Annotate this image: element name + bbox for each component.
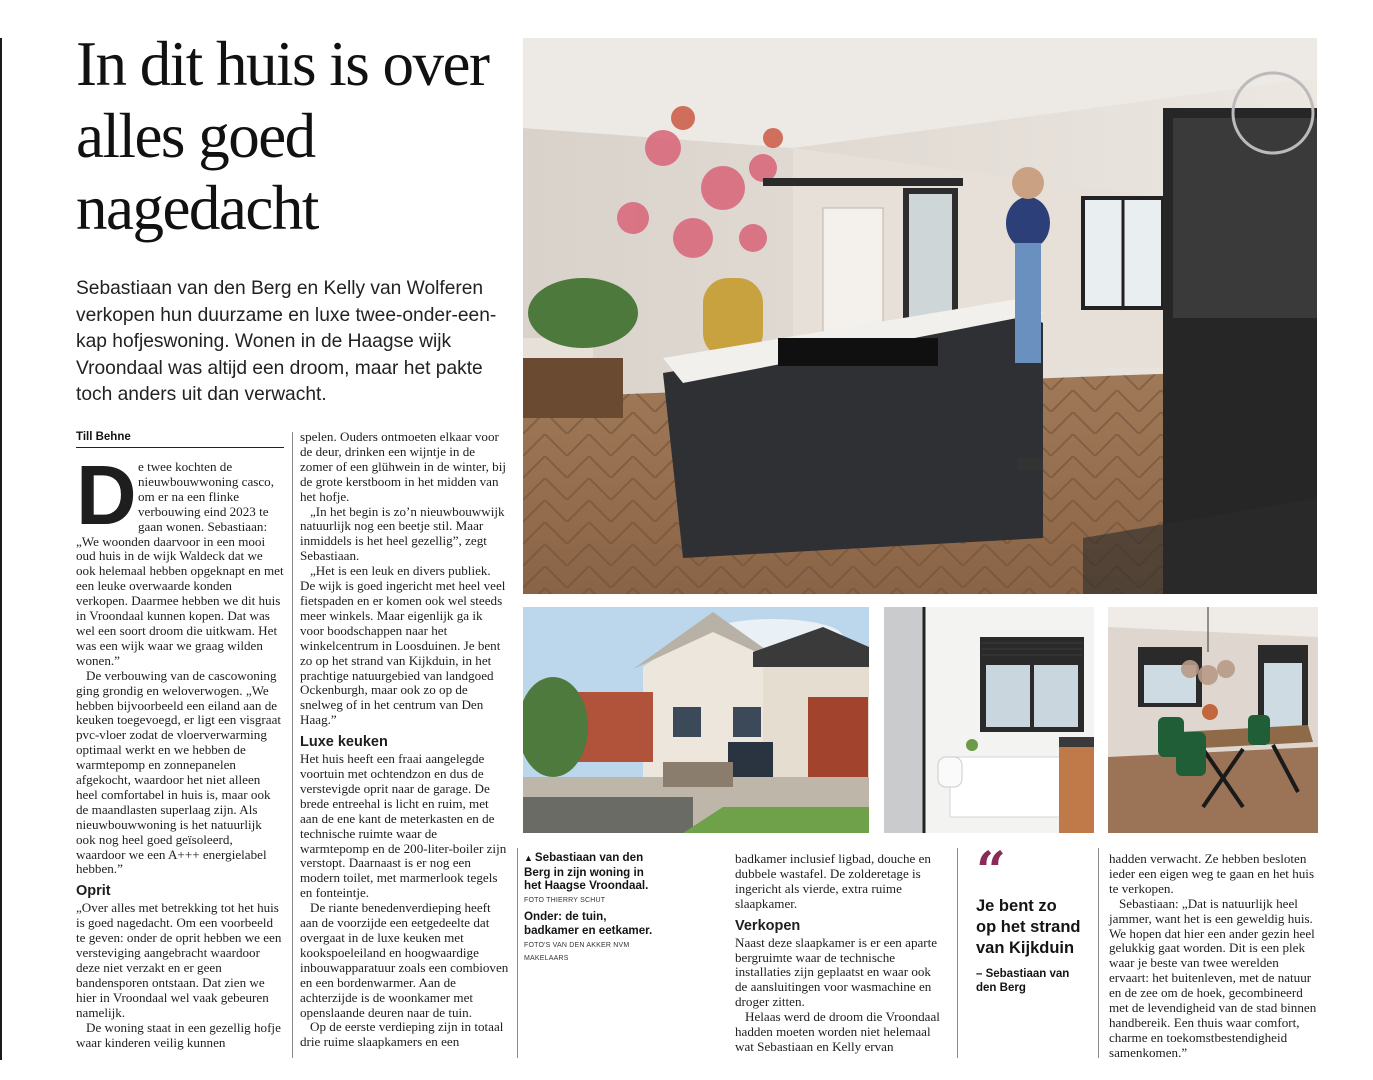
article-column-2 (300, 430, 509, 1050)
article-column-6 (1109, 852, 1317, 1061)
paragraph: „In het begin is zo’n nieuwbouwwijk natuurlijk nog een beetje stil. Maar inmiddels is het heel gezellig”, zegt Sebastiaan. (300, 503, 505, 564)
paragraph: badkamer inclusief ligbad, douche en dubbele wastafel. De zolderetage is ingericht als vierde, extra ruime slaapkamer. (735, 851, 931, 911)
paragraph: Helaas werd de droom die Vroondaal hadden moeten worden niet helemaal wat Sebastiaan en Kelly ervan (735, 1009, 940, 1054)
paragraph: e twee kochten de nieuwbouwwoning casco, om er na een flinke verbouwing eind 2023 te gaan wonen. Sebastiaan: „We woonden daarvoor in een mooi oud huis in de wijk Waldeck dat we ook helemaal hebben opgeknapt en met een leuke overwaarde konden verkopen. Daarmee hebben we dit huis in Vroondaal kunnen kopen. Dat was wel een soort droom die uitkwam. Het was een wijk waar we graag wilden wonen.” (76, 459, 284, 668)
paragraph: Op de eerste verdieping zijn in totaal drie ruime slaapkamers en een (300, 1019, 504, 1050)
article-column-1 (76, 448, 284, 1050)
paragraph: „Het is een leuk en divers publiek. De wijk is goed ingericht met heel veel fietspaden en er komen ook wel steeds meer winkels. Maar eigenlijk ga ik voor boodschappen naar het winkelcentrum in Loosduinen. Je bent zo op het strand van Kijkduin, in het prachtige natuurgebied van landgoed Ockenburgh, maar ook zo op de snelweg of in het centrum van Den Haag.” (300, 563, 506, 728)
subheading-luxe-keuken: Luxe keuken (300, 734, 388, 751)
quote-source: – Sebastiaan van den Berg (976, 968, 1070, 994)
paragraph: Het huis heeft een fraai aangelegde voortuin met ochtendzon en dus de verstevigde oprit naar de garage. De brede entreehal is licht en ruim, met aan de ene kant de meterkasten en de technische ruimte waar de warmtepomp en de 200-liter-boiler zijn verstopt. Daarnaast is er nog een modern toilet, met marmerlook tegels en fonteintje. (300, 751, 507, 901)
byline: Till Behne (76, 431, 284, 448)
bathroom-photo (884, 607, 1094, 833)
dining-photo (1108, 607, 1318, 833)
quote-text: Je bent zo op het strand van Kijkduin (976, 897, 1081, 957)
garden-photo (523, 607, 869, 833)
subheading-verkopen: Verkopen (735, 917, 801, 934)
subheading-oprit: Oprit (76, 883, 111, 900)
lead-paragraph: Sebastiaan van den Berg en Kelly van Wolferen verkopen hun duurzame en luxe twee-onder-een-kap hofjeswoning. Wonen in de Haagse wijk Vroondaal was altijd een droom, maar het pakte toch anders uit dan verwacht. (76, 278, 497, 405)
paragraph: Sebastiaan: „Dat is natuurlijk heel jammer, want het is een geweldig huis. We hopen dat hier een ander gezin heel gelukkig gaat worden. Dit is een plek waar je beste van twee werelden ervaart: het buitenleven, met de natuur en de zee om de hoek, gecombineerd met de levendigheid van de stad binnen handbereik. Een thuis waar comfort, charme en toekomstbestendigheid samenkomen.” (1109, 895, 1317, 1060)
paragraph: Naast deze slaapkamer is er een aparte bergruimte waar de technische installaties zijn geplaatst en waar ook de aansluitingen voor wasmachine en droger zitten. (735, 934, 938, 1010)
paragraph: De verbouwing van de cascowoning ging grondig en weloverwogen. „We hebben bijvoorbeeld een eiland aan de keuken toegevoegd, er ligt een visgraat pvc-vloer zodat de vloerverwarming optimaal werkt en we hebben de warmtepomp en zonnepanelen afgekocht, waardoor het niet alleen heel comfortabel in huis is, maar ook de maandlasten superlaag zijn. Als nieuwbouwwoning is het natuurlijk ook nog heel goed geïsoleerd, waardoor we een A+++ energielabel hebben.” (76, 667, 282, 877)
photo-credit: FOTO'S VAN DEN AKKER NVM MAKELAARS (524, 941, 630, 963)
column-rule (1098, 848, 1099, 1058)
paragraph: De riante benedenverdieping heeft aan de voorzijde een eetgedeelte dat overgaat in de luxe keuken met kookspoeleiland en hoogwaardige inbouwapparatuur zoals een combioven en een bordenwarmer. Aan de achterzijde is de woonkamer met openslaande deuren naar de tuin. (300, 900, 509, 1020)
caption-main: Sebastiaan van den Berg in zijn woning in het Haagse Vroondaal. (524, 851, 649, 893)
page-edge-rule (0, 38, 2, 1060)
pull-quote (976, 841, 1081, 995)
article-column-4 (735, 852, 945, 1055)
paragraph: „Over alles met betrekking tot het huis is goed nagedacht. Om een voorbeeld te geven: onder de oprit hebben we een versteviging aangebracht waardoor deze niet verzakt en er geen bandensporen ontstaan. Dat zien we hier in Vroondaal wel vaak gebeuren namelijk. (76, 900, 282, 1020)
photo-credit: FOTO THIERRY SCHUT (524, 896, 606, 904)
column-rule (957, 848, 958, 1058)
column-rule (292, 432, 293, 1058)
column-rule (517, 848, 518, 1058)
paragraph: De woning staat in een gezellig hofje waar kinderen veilig kunnen (76, 1019, 281, 1050)
quote-mark-icon: “ (976, 841, 1006, 902)
dropcap: D (76, 448, 133, 542)
headline: In dit huis is over alles goed nagedacht (76, 29, 489, 243)
photo-caption (524, 851, 660, 969)
paragraph: spelen. Ouders ontmoeten elkaar voor de deur, drinken een wijntje in de zomer of een glühwein in de winter, bij de grote kerstboom in het midden van het hofje. (300, 429, 507, 504)
caption-sub: Onder: de tuin, badkamer en eetkamer. (524, 910, 653, 937)
kitchen-photo (523, 38, 1317, 594)
paragraph: hadden verwacht. Ze hebben besloten ieder een eigen weg te gaan en het huis te verkopen. (1109, 851, 1315, 896)
caption-marker: ▲ (524, 853, 533, 863)
